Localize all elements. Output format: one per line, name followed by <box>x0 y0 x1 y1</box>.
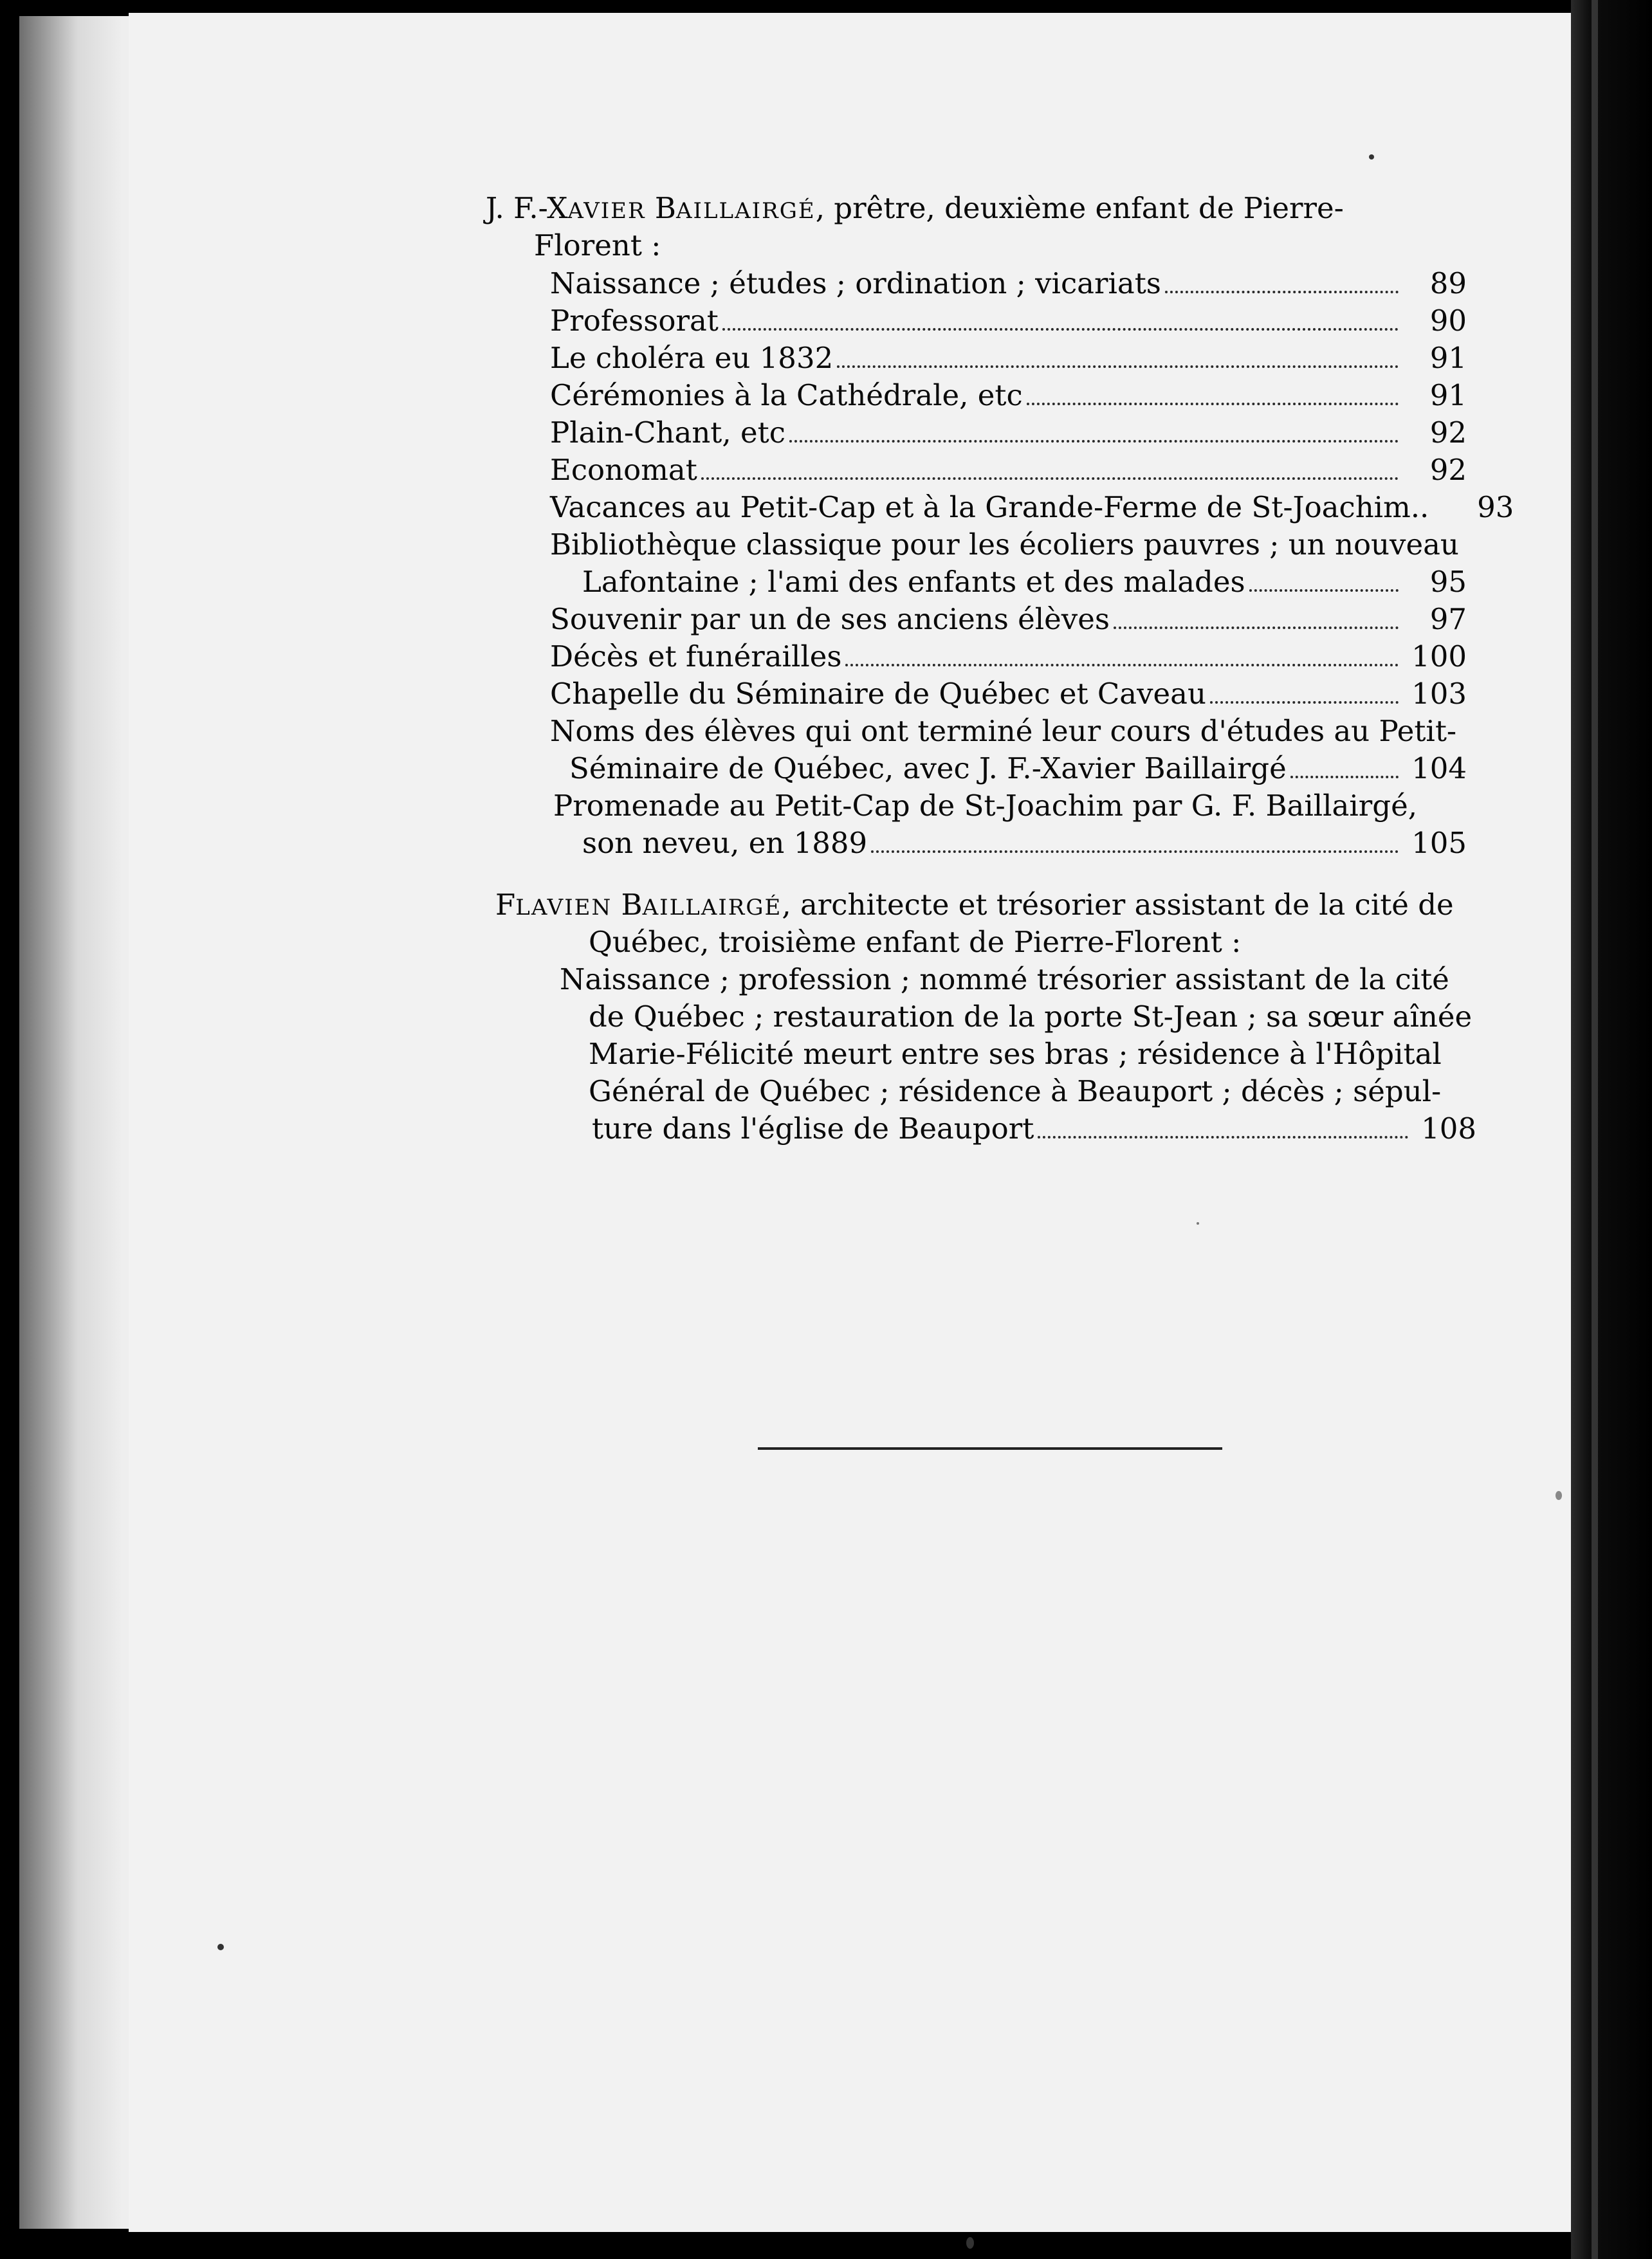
section2-heading <box>495 886 1454 924</box>
toc-entry <box>550 377 1467 414</box>
binding-strip <box>1571 0 1652 2259</box>
toc-entry <box>550 452 1467 489</box>
toc-label: Economat <box>550 453 697 487</box>
toc-label: Cérémonies à la Cathédrale, etc <box>550 378 1023 412</box>
toc-entry-line: de Québec ; restauration de la porte St-Jean ; sa sœur aînée <box>589 1000 1473 1034</box>
scan-speck <box>1556 1491 1562 1500</box>
dot-leader <box>837 365 1399 368</box>
toc-entry <box>550 414 1467 452</box>
heading-tail: , architecte et trésorier assistant de la cité de <box>782 888 1454 922</box>
toc-entry <box>550 489 1514 526</box>
toc-entry <box>550 265 1467 302</box>
toc-page-number: 89 <box>1429 266 1467 300</box>
toc-label: Plain-Chant, etc <box>550 416 785 450</box>
toc-page-number: 92 <box>1429 416 1467 450</box>
binding-edge-line <box>1592 0 1598 2259</box>
dot-leader <box>701 477 1399 480</box>
dot-leader <box>1114 626 1399 629</box>
toc-label: Professorat <box>550 304 719 338</box>
toc-entry-line1: Promenade au Petit-Cap de St-Joachim par G. F. Baillairgé, <box>553 789 1418 823</box>
toc-label: Vacances au Petit-Cap et à la Grande-Ferme de St-Joachim.. <box>550 490 1429 524</box>
section1-heading-line2: Florent : <box>534 228 661 262</box>
toc-page-number: 95 <box>1429 565 1467 599</box>
toc-label: ture dans l'église de Beauport <box>592 1111 1034 1146</box>
toc-entry <box>550 340 1467 377</box>
toc-label: Décès et funérailles <box>550 639 842 673</box>
toc-entry <box>550 675 1467 713</box>
dot-leader <box>1210 701 1399 704</box>
toc-page-number: 103 <box>1411 677 1467 711</box>
dot-leader <box>871 850 1399 853</box>
toc-page-number: 100 <box>1411 639 1467 673</box>
toc-page-number: 91 <box>1429 341 1467 375</box>
toc-page-number: 91 <box>1429 378 1467 412</box>
toc-entry <box>592 1110 1476 1148</box>
toc-entry-line: Général de Québec ; résidence à Beauport ; décès ; sépul- <box>589 1074 1442 1108</box>
dot-leader <box>845 664 1399 666</box>
toc-page-number: 108 <box>1421 1111 1476 1146</box>
toc-page-number: 90 <box>1429 304 1467 338</box>
heading-smallcaps: AILLAIRGÉ <box>675 198 816 224</box>
scan-speck <box>217 1944 224 1950</box>
toc-page-number: 104 <box>1411 751 1467 785</box>
horizontal-rule <box>758 1447 1222 1450</box>
dot-leader <box>1249 589 1399 592</box>
toc-label: Séminaire de Québec, avec J. F.-Xavier Baillairgé <box>569 751 1287 785</box>
heading-tail: , prêtre, deuxième enfant de Pierre- <box>815 191 1344 225</box>
toc-label: Souvenir par un de ses anciens élèves <box>550 602 1110 636</box>
heading-lead: J. F.- <box>486 191 547 225</box>
section2-heading-line2: Québec, troisième enfant de Pierre-Florent : <box>589 925 1242 959</box>
toc-label: Le choléra eu 1832 <box>550 341 834 375</box>
toc-entry-line: Marie-Félicité meurt entre ses bras ; résidence à l'Hôpital <box>589 1037 1442 1071</box>
scan-speck <box>1369 154 1374 160</box>
toc-entry <box>582 825 1467 862</box>
dot-leader <box>1027 403 1399 405</box>
dot-leader <box>1290 776 1399 778</box>
heading-initial: B <box>654 191 676 225</box>
toc-label: son neveu, en 1889 <box>582 826 868 860</box>
heading-initial: F <box>495 888 516 922</box>
toc-label: Naissance ; études ; ordination ; vicariats <box>550 266 1161 300</box>
toc-entry <box>550 638 1467 675</box>
toc-entry <box>582 563 1467 601</box>
toc-entry-line: Naissance ; profession ; nommé trésorier assistant de la cité <box>560 962 1449 996</box>
dot-leader <box>1165 291 1399 293</box>
toc-entry <box>550 302 1467 340</box>
toc-entry-line1: Bibliothèque classique pour les écoliers pauvres ; un nouveau <box>550 527 1459 562</box>
heading-smallcaps: AILLAIRGÉ <box>642 895 782 920</box>
toc-page-number: 105 <box>1411 826 1467 860</box>
heading-smallcaps: LAVIEN <box>515 895 612 920</box>
scan-speck <box>966 2237 974 2249</box>
dot-leader <box>1038 1136 1408 1139</box>
toc-page-number: 92 <box>1429 453 1467 487</box>
heading-initial: B <box>621 888 643 922</box>
dot-leader <box>789 440 1399 443</box>
scan-speck <box>1197 1222 1199 1225</box>
toc-entry-line1: Noms des élèves qui ont terminé leur cours d'études au Petit- <box>550 714 1457 748</box>
dot-leader <box>722 328 1399 331</box>
heading-smallcaps: AVIER <box>567 198 646 224</box>
toc-entry <box>550 601 1467 638</box>
section1-heading <box>486 190 1344 227</box>
toc-label: Lafontaine ; l'ami des enfants et des malades <box>582 565 1245 599</box>
toc-entry <box>569 750 1467 787</box>
toc-page-number: 93 <box>1477 490 1514 524</box>
toc-label: Chapelle du Séminaire de Québec et Caveau <box>550 677 1206 711</box>
heading-initial: X <box>547 191 568 225</box>
toc-page-number: 97 <box>1429 602 1467 636</box>
